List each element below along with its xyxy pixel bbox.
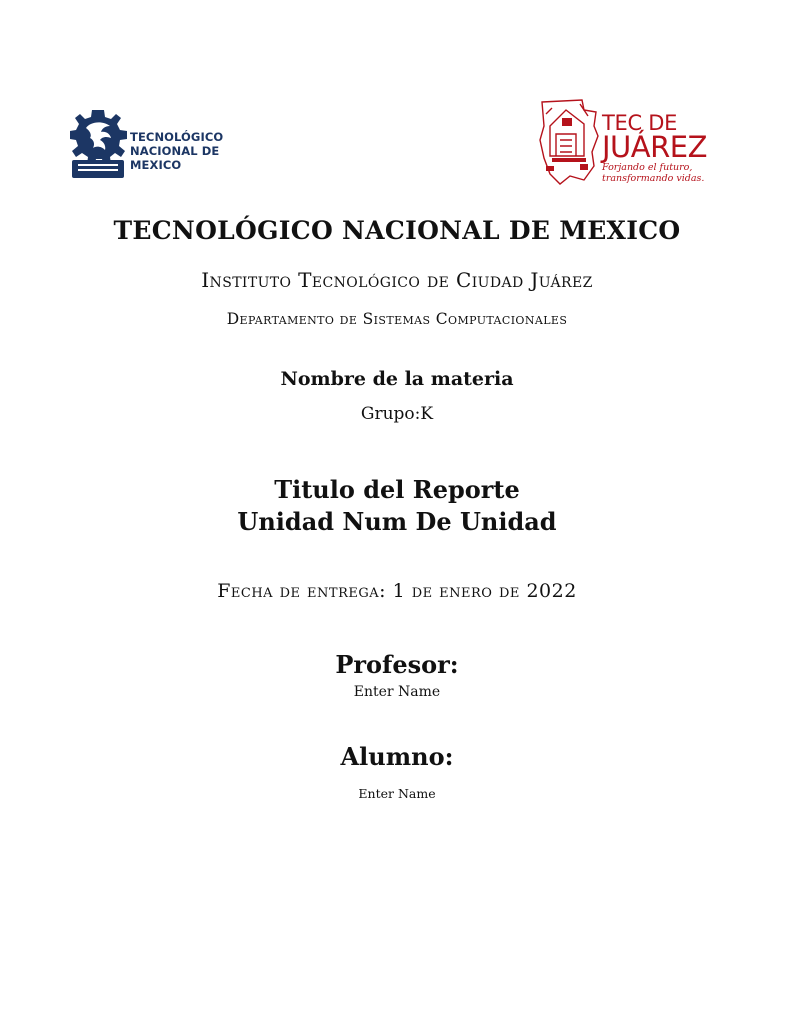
tec-juarez-line2: JUÁREZ (602, 130, 707, 164)
institute-name: Instituto Tecnológico de Ciudad Juárez (201, 268, 593, 292)
tecnm-wordmark-line1: TECNOLÓGICO (130, 130, 224, 144)
profesor-name: Enter Name (353, 684, 441, 700)
report-title-line1: Titulo del Reporte (274, 475, 520, 504)
subject-name: Nombre de la materia (280, 368, 514, 390)
department-name: Departamento de Sistemas Computacionales (226, 310, 568, 328)
gear-eagle-icon (68, 104, 128, 184)
tec-juarez-line1: TEC DE (602, 111, 678, 135)
tecnm-logo (68, 104, 258, 184)
tecnm-wordmark-line2: NACIONAL DE MEXICO (130, 144, 220, 172)
tecnm-wordmark (130, 130, 258, 172)
tec-juarez-wordmark (602, 112, 707, 184)
tec-juarez-tagline-1: Forjando el futuro, (602, 162, 693, 173)
logo-header (0, 96, 794, 196)
group-label: Grupo:K (360, 404, 434, 424)
tec-juarez-tagline-2: transformando vidas. (602, 173, 705, 184)
profesor-heading: Profesor: (335, 650, 459, 679)
alumno-heading: Alumno: (340, 742, 454, 771)
report-title-line2: Unidad Num De Unidad (237, 507, 557, 536)
alumno-name: Enter Name (358, 786, 436, 801)
report-title (0, 474, 794, 538)
tec-juarez-logo (536, 96, 726, 188)
chihuahua-map-building-icon (536, 96, 600, 188)
due-date: Fecha de entrega: 1 de enero de 2022 (217, 580, 577, 602)
main-title: TECNOLÓGICO NACIONAL DE MEXICO (113, 216, 681, 245)
